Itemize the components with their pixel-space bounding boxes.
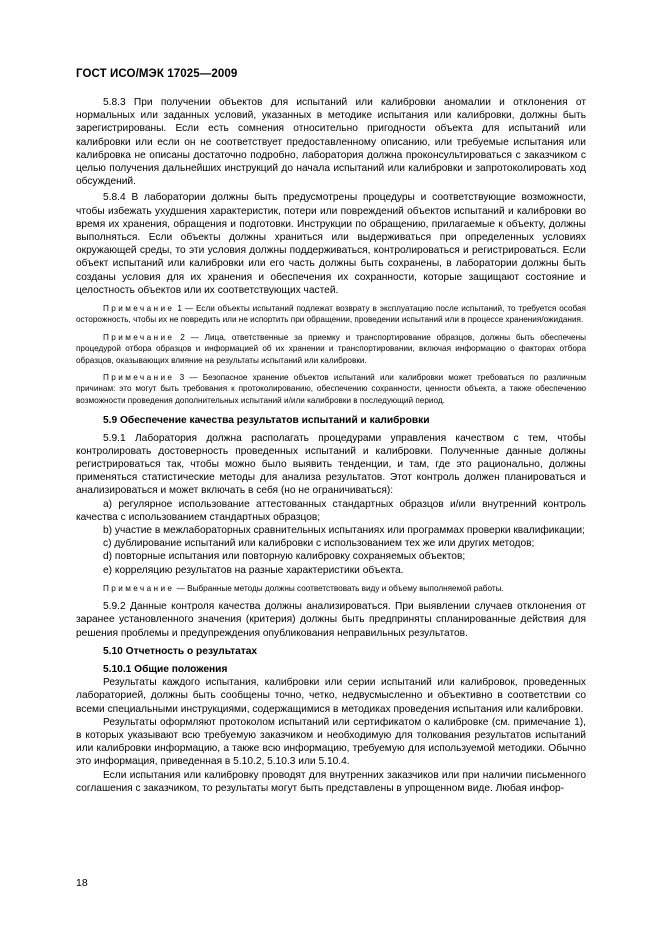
page-body [76,96,586,795]
note-text: Выбранные методы должны соответствовать виду и объему выполняемой работы. [187,583,504,593]
note-label: Примечание [103,583,175,593]
section-5-10-1-heading: 5.10.1 Общие положения [103,663,228,675]
note-label: Примечание [103,304,175,314]
section-5-9-heading: 5.9 Обеспечение качества результатов испытаний и калибровки [103,415,430,427]
note-1 [76,303,586,326]
list-item: b) участие в межлабораторных сравнительных испытаниях или программах проверки квалификации; [103,524,585,536]
paragraph-5-8-3: 5.8.3 При получении объектов для испытаний или калибровки аномалии и отклонения от нормальных или заданных условий, указанных в методике испытания или калибровки, должны быть зарегистрированы. Если есть сомнения относительно пригодности объекта для испытаний или калибровки или если он не соответствует предоставленному описанию, или требуемые испытания или калибровка не описаны достаточно подробно, лаборатория должна проконсультироваться с заказчиком с целью получения дальнейших инструкций до начала испытаний или калибровки и запротоколировать ход обсуждений. [76,97,586,188]
list-item: d) повторные испытания или повторную калибровку сохраняемых объектов; [103,551,466,563]
note-text: Безопасное хранение объектов испытаний или калибровки может требоваться по различным причинам: это могут быть требования к протоколированию, обеспечению сохранности, ценности объекта, а также обеспечению возможности проведения дополнительных испытаний и/или калибровки в последующий период. [76,373,586,405]
page-number: 18 [76,877,88,889]
note-number: 3 — [174,373,203,383]
note-2 [76,332,586,366]
paragraph-5-10-1-a: Результаты каждого испытания, калибровки или серии испытаний или калибровок, проведенных лабораторией, должны быть сообщены точно, четко, недвусмысленно и объективно в соответствии со всеми специальными инструкциями, содержащимися в методиках проведения испытания или калибровки. [76,677,586,715]
note-label: Примечание [103,373,175,383]
note-3 [76,372,586,406]
paragraph-5-10-1-b: Результаты оформляют протоколом испытаний или сертификатом о калибровке (см. примечание 1), в которых указывают всю требуемую заказчиком и необходимую для толкования результатов испытаний или калибровки информацию, а также всю информацию, требуемую для используемой методики. Обычно это информация, приведенная в 5.10.2, 5.10.3 или 5.10.4. [76,716,586,768]
note-number: 2 — [174,332,205,342]
paragraph-5-9-2: 5.9.2 Данные контроля качества должны анализироваться. При выявлении случаев отклонения от заранее установленного значения (критерия) должны быть предприняты спланированные действия для решения проблемы и предупреждения опубликования неправильных результатов. [76,601,586,639]
list-item: c) дублирование испытаний или калибровки с использованием тех же или других методов; [103,538,535,550]
list-item: a) регулярное использование аттестованных стандартных образцов и/или внутренний контроль качества с использованием стандартных образцов; [76,498,586,523]
note-text: Если объекты испытаний подлежат возврату в эксплуатацию после испытаний, то требуется особая осторожность, чтобы их не повредить или не испортить при обращении, проведении испытаний или в процессе хранения/ожидания. [76,304,586,325]
note-number: — [174,583,188,593]
paragraph-5-9-1: 5.9.1 Лаборатория должна располагать процедурами управления качеством с тем, чтобы контролировать достоверность проведенных испытаний и калибровки. Полученные данные должны регистрироваться так, чтобы можно было выявить тенденции, и там, где это рационально, должны применяться статистические методы для анализа результатов. Этот контроль должен планироваться и анализироваться и может включать в себя (но не ограничиваться): [76,432,586,497]
note-label: Примечание [103,332,175,342]
note-quality [76,583,586,594]
list-item: e) корреляцию результатов на разные характеристики объекта. [103,564,404,576]
note-number: 1 — [174,304,196,314]
section-5-10-heading: 5.10 Отчетность о результатах [103,645,258,657]
note-text: Лица, ответственные за приемку и транспортирование образцов, должны быть обеспечены процедурой отбора образцов и информацией об их хранении и транспортировании, включая информацию о факторах отбора образцов, оказывающих влияние на результаты испытаний или калибровки. [76,332,586,365]
document-header: ГОСТ ИСО/МЭК 17025—2009 [76,68,238,80]
paragraph-5-10-1-c: Если испытания или калибровку проводят для внутренних заказчиков или при наличии письменного соглашения с заказчиком, то результаты могут быть представлены в упрощенном виде. Любая инфор- [76,769,586,794]
paragraph-5-8-4: 5.8.4 В лаборатории должны быть предусмотрены процедуры и соответствующие возможности, чтобы избежать ухудшения характеристик, потери или повреждений объектов испытаний и калибровки во время их хранения, обращения и подготовки. Инструкции по обращению, прилагаемые к объекту, должны выполняться. Если объекты должны храниться или выдерживаться при определенных условиях окружающей среды, то эти условия должны поддерживаться, контролироваться и регистрироваться. Если объект испытаний или калибровки или его часть должны быть сохранены, в лаборатории должны быть созданы условия для их хранения и обеспечения их сохранности, которые защищают состояние и целостность объектов или их соответствующих частей. [76,192,586,296]
